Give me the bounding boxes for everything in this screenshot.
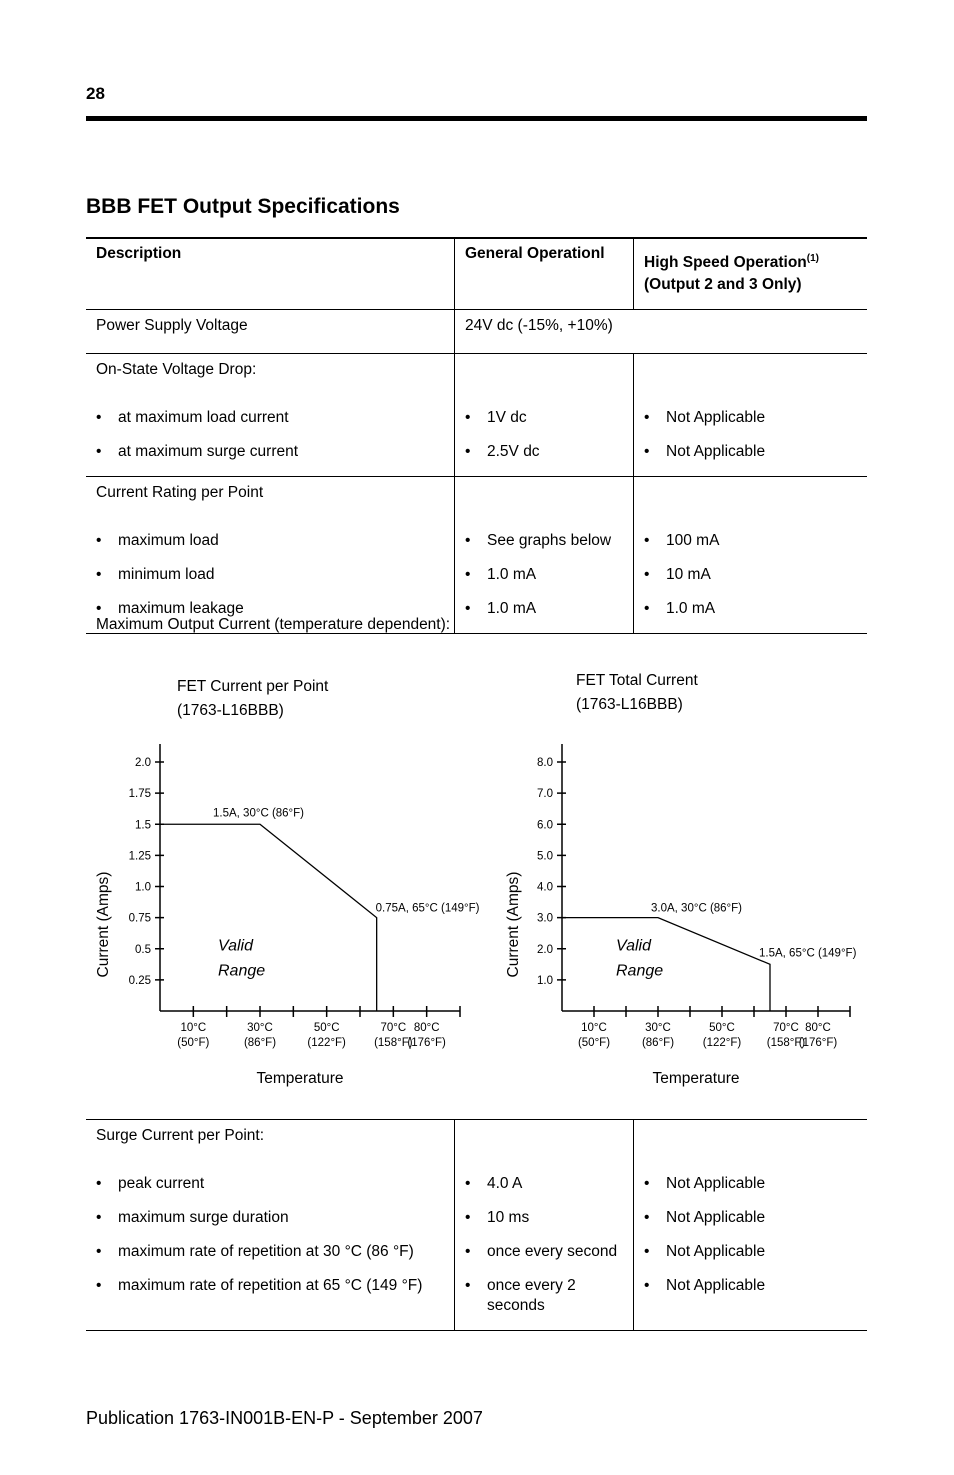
x-tick-sublabel: (176°F): [407, 1037, 446, 1049]
on-state-desc-cell: [86, 354, 455, 477]
bullet-glyph: •: [465, 1277, 471, 1294]
bullet-item: [644, 531, 859, 565]
table-row-current-rating: [86, 477, 867, 634]
bullet-item: [96, 1208, 446, 1242]
bullet-glyph: •: [465, 1175, 471, 1192]
series-line: [160, 824, 377, 1011]
bullet-item: [465, 599, 625, 633]
bullet-text: Not Applicable: [666, 1243, 766, 1260]
bullet-glyph: •: [96, 1243, 102, 1260]
bullet-glyph: •: [96, 532, 102, 549]
bullet-glyph: •: [96, 1175, 102, 1192]
y-axis-label: Current (Amps): [505, 871, 522, 978]
bullet-text: Not Applicable: [666, 443, 766, 460]
spec-table-bottom: [86, 1119, 867, 1331]
power-supply-value: 24V dc (-15%, +10%): [455, 310, 868, 354]
valid-range-label: Valid: [616, 937, 651, 955]
x-tick-label: 50°C: [709, 1022, 735, 1034]
bullet-text: 1.0 mA: [487, 600, 537, 617]
x-tick-sublabel: (176°F): [798, 1037, 838, 1049]
bullet-text: 100 mA: [666, 532, 720, 549]
x-tick-label: 70°C: [773, 1022, 799, 1034]
bullet-glyph: •: [644, 1243, 650, 1260]
y-axis-label: Current (Amps): [95, 871, 112, 978]
bullet-item: [96, 1276, 446, 1324]
on-state-general-list: [465, 408, 625, 476]
surge-high-list: [644, 1174, 859, 1324]
spec-table-top: [86, 237, 867, 634]
bullet-glyph: •: [465, 532, 471, 549]
chart-current-per-point: [95, 678, 480, 1087]
table-header-row: [86, 238, 867, 310]
bullet-text: 1.0 mA: [487, 566, 537, 583]
bullet-glyph: •: [465, 443, 471, 460]
bullet-text: once every 2 seconds: [487, 1277, 576, 1314]
table-row-power-supply: [86, 310, 867, 354]
bullet-item: [644, 1208, 859, 1242]
bullet-glyph: •: [96, 443, 102, 460]
data-annotation: 0.75A, 65°C (149°F): [375, 902, 480, 915]
bullet-text: 4.0 A: [487, 1175, 523, 1192]
current-rating-high-cell: [634, 477, 868, 634]
bullet-item: [465, 1174, 625, 1208]
y-tick-label: 1.5: [135, 819, 151, 832]
bullet-glyph: •: [644, 600, 650, 617]
bullet-glyph: •: [644, 1209, 650, 1226]
x-tick-sublabel: (86°F): [243, 1037, 277, 1049]
bullet-item: [96, 1174, 446, 1208]
data-annotation: 1.5A, 30°C (86°F): [213, 807, 305, 820]
y-tick-label: 1.0: [537, 974, 553, 987]
y-tick-label: 0.5: [135, 943, 151, 956]
bullet-text: maximum leakage: [118, 600, 244, 617]
bullet-text: 2.5V dc: [487, 443, 540, 460]
bullet-glyph: •: [96, 600, 102, 617]
bullet-item: [465, 1242, 625, 1276]
y-tick-label: 2.0: [135, 757, 151, 769]
y-tick-label: 1.25: [128, 850, 151, 863]
bullet-glyph: •: [96, 409, 102, 426]
current-rating-high-list: [644, 531, 859, 633]
x-tick-label: 30°C: [247, 1022, 273, 1034]
y-tick-label: 1.75: [128, 788, 151, 801]
y-tick-label: 1.0: [135, 881, 151, 894]
current-rating-label: Current Rating per Point: [96, 484, 264, 501]
power-supply-label: Power Supply Voltage: [96, 317, 248, 334]
bullet-glyph: •: [465, 600, 471, 617]
y-tick-label: 3.0: [537, 912, 553, 925]
bullet-item: [644, 1242, 859, 1276]
bullet-glyph: •: [644, 532, 650, 549]
y-tick-label: 0.75: [128, 912, 151, 925]
y-tick-label: 4.0: [537, 881, 553, 894]
bullet-item: [465, 1276, 625, 1324]
bullet-item: [96, 565, 446, 599]
bullet-text: at maximum surge current: [118, 443, 299, 460]
valid-range-label: Valid: [218, 937, 253, 955]
bullet-text: Not Applicable: [666, 1277, 766, 1294]
surge-high-cell: [634, 1120, 868, 1331]
bullet-glyph: •: [644, 566, 650, 583]
bullet-item: [96, 442, 446, 476]
header-high-speed-label: High Speed Operation: [644, 254, 807, 272]
x-tick-label: 80°C: [413, 1022, 440, 1034]
page-number: 28: [86, 84, 105, 103]
y-tick-label: 5.0: [537, 850, 553, 863]
x-axis-label: Temperature: [256, 1070, 344, 1087]
x-tick-sublabel: (122°F): [702, 1037, 742, 1049]
surge-label: Surge Current per Point:: [96, 1127, 265, 1144]
current-rating-general-list: [465, 531, 625, 633]
section-title: BBB FET Output Specifications: [86, 195, 400, 218]
bullet-text: Not Applicable: [666, 409, 766, 426]
y-tick-label: 7.0: [537, 788, 553, 801]
bullet-glyph: •: [644, 409, 650, 426]
bullet-item: [465, 442, 625, 476]
bullet-text: peak current: [118, 1175, 205, 1192]
bullet-item: [644, 599, 859, 633]
bullet-glyph: •: [465, 1243, 471, 1260]
bullet-text: Not Applicable: [666, 1175, 766, 1192]
bullet-item: [644, 1276, 859, 1324]
data-annotation: 3.0A, 30°C (86°F): [651, 902, 743, 915]
data-annotation: 1.5A, 65°C (149°F): [759, 947, 857, 960]
bullet-glyph: •: [644, 1175, 650, 1192]
bullet-text: 10 ms: [487, 1209, 530, 1226]
x-axis-label: Temperature: [652, 1070, 740, 1087]
bullet-item: [644, 565, 859, 599]
bullet-item: [644, 1174, 859, 1208]
x-tick-label: 10°C: [581, 1022, 607, 1034]
bullet-text: at maximum load current: [118, 409, 289, 426]
bullet-text: 10 mA: [666, 566, 711, 583]
bullet-text: maximum rate of repetition at 30 °C (86 °F): [118, 1243, 414, 1260]
bullet-text: maximum rate of repetition at 65 °C (149 °F): [118, 1277, 423, 1294]
current-rating-general-cell: [455, 477, 634, 634]
on-state-desc-list: [96, 408, 446, 476]
valid-range-label: Range: [616, 962, 664, 980]
bullet-text: maximum load: [118, 532, 219, 549]
y-tick-label: 8.0: [537, 757, 553, 769]
x-tick-sublabel: (158°F): [374, 1037, 413, 1049]
on-state-label: On-State Voltage Drop:: [96, 361, 257, 378]
bullet-glyph: •: [644, 443, 650, 460]
header-footnote-ref: (1): [806, 253, 819, 264]
chart-title: FET Total Current: [576, 672, 698, 689]
bullet-glyph: •: [465, 1209, 471, 1226]
y-tick-label: 6.0: [537, 819, 553, 832]
max-output-note: Maximum Output Current (temperature dependent):: [96, 616, 451, 633]
surge-desc-cell: [86, 1120, 455, 1331]
x-tick-sublabel: (158°F): [766, 1037, 806, 1049]
bullet-glyph: •: [96, 566, 102, 583]
surge-general-cell: [455, 1120, 634, 1331]
bullet-item: [465, 1208, 625, 1242]
chart-total-current: [505, 672, 857, 1087]
bullet-text: 1V dc: [487, 409, 527, 426]
table-row-surge: [86, 1120, 867, 1331]
bullet-glyph: •: [465, 409, 471, 426]
bullet-item: [465, 531, 625, 565]
on-state-high-list: [644, 408, 859, 476]
surge-general-list: [465, 1174, 625, 1324]
x-tick-label: 50°C: [313, 1022, 340, 1034]
bullet-item: [96, 1242, 446, 1276]
chart-subtitle: (1763-L16BBB): [576, 696, 683, 713]
bullet-item: [465, 408, 625, 442]
bullet-text: Not Applicable: [666, 1209, 766, 1226]
bullet-item: [644, 442, 859, 476]
bullet-item: [465, 565, 625, 599]
surge-desc-list: [96, 1174, 446, 1324]
x-tick-label: 80°C: [805, 1022, 831, 1034]
x-tick-label: 70°C: [380, 1022, 407, 1034]
x-tick-sublabel: (50°F): [177, 1037, 210, 1049]
bullet-text: minimum load: [118, 566, 215, 583]
chart-title: FET Current per Point: [177, 678, 329, 695]
header-general: General Operationl: [455, 238, 634, 310]
header-high-speed-line2: (Output 2 and 3 Only): [644, 276, 802, 294]
bullet-item: [96, 408, 446, 442]
bullet-item: [644, 408, 859, 442]
header-description: Description: [96, 245, 182, 262]
on-state-high-cell: [634, 354, 868, 477]
y-tick-label: 2.0: [537, 943, 553, 956]
bullet-glyph: •: [96, 1209, 102, 1226]
on-state-general-cell: [455, 354, 634, 477]
bullet-text: once every second: [487, 1243, 618, 1260]
table-row-on-state: [86, 354, 867, 477]
x-tick-label: 30°C: [645, 1022, 671, 1034]
publication-footer: Publication 1763-IN001B-EN-P - September 2007: [86, 1408, 483, 1428]
current-rating-desc-cell: [86, 477, 455, 634]
bullet-item: [96, 531, 446, 565]
chart-subtitle: (1763-L16BBB): [177, 702, 284, 719]
bullet-text: 1.0 mA: [666, 600, 716, 617]
y-tick-label: 0.25: [128, 974, 151, 987]
header-rule: [86, 116, 867, 121]
header-high-speed: [634, 238, 868, 310]
bullet-glyph: •: [96, 1277, 102, 1294]
bullet-text: See graphs below: [487, 532, 612, 549]
x-tick-label: 10°C: [180, 1022, 207, 1034]
x-tick-sublabel: (50°F): [577, 1037, 611, 1049]
bullet-glyph: •: [644, 1277, 650, 1294]
bullet-text: maximum surge duration: [118, 1209, 289, 1226]
series-line: [562, 918, 770, 1011]
x-tick-sublabel: (122°F): [307, 1037, 346, 1049]
valid-range-label: Range: [218, 962, 266, 980]
bullet-glyph: •: [465, 566, 471, 583]
x-tick-sublabel: (86°F): [641, 1037, 675, 1049]
